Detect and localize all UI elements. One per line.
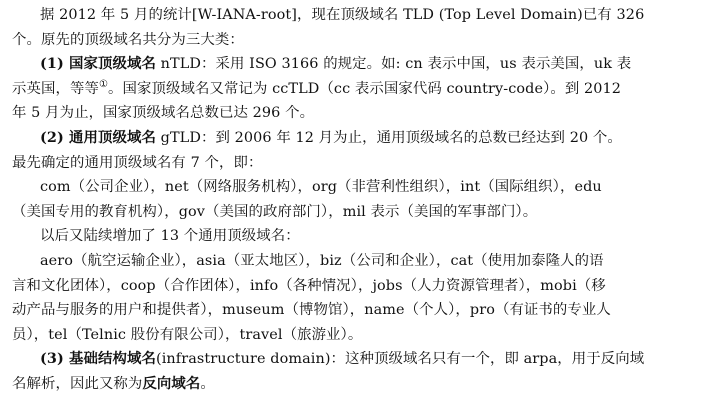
gtld-text-7: 言和文化团体），coop（合作团体），info（各种情况），jobs（人力资源管理者），mobi（移 xyxy=(12,277,606,294)
gtld-term: 通用顶级域名 xyxy=(69,129,156,146)
gtld-line-4 xyxy=(12,200,691,224)
ntld-text-2b: 。国家顶级域名又常记为 ccTLD（cc 表示国家代码 country-code）。到 2012 xyxy=(108,80,622,97)
reverse-domain-term: 反向域名 xyxy=(142,375,201,392)
infra-term: 基础结构域名 xyxy=(69,350,156,368)
gtld-text-4: （美国专用的教育机构），gov（美国的政府部门），mil 表示（美国的军事部门）。 xyxy=(12,203,538,220)
gtld-text-9: 员），tel（Telnic 股份有限公司），travel（旅游业）。 xyxy=(12,326,363,343)
infra-line-1-holder xyxy=(40,350,691,376)
ntld-number: (1) xyxy=(40,55,70,73)
ntld-text-2a: 示英国，等等 xyxy=(12,80,99,97)
gtld-line-6 xyxy=(40,249,691,273)
intro-line-1 xyxy=(40,3,691,27)
infra-text-2a: 名解析，因此又称为 xyxy=(12,376,143,392)
gtld-text-2: 最先确定的通用顶级域名有 7 个，即： xyxy=(12,154,263,171)
infra-text-2b: 。 xyxy=(200,376,215,392)
gtld-line-2 xyxy=(12,151,691,175)
intro-line-2 xyxy=(12,28,691,52)
gtld-line-5 xyxy=(40,224,691,248)
ntld-text-1: nTLD：采用 ISO 3166 的规定。如: cn 表示中国，us 表示美国，uk 表 xyxy=(156,56,632,73)
gtld-line-8 xyxy=(12,298,691,322)
ntld-line-3 xyxy=(12,101,691,125)
gtld-line-1 xyxy=(40,126,691,150)
intro-text-2: 个。原先的顶级域名共分为三大类： xyxy=(12,31,244,48)
ntld-text-3: 年 5 月为止，国家顶级域名总数已达 296 个。 xyxy=(12,105,315,122)
footnote-marker: ① xyxy=(98,79,109,90)
gtld-text-3: com（公司企业），net（网络服务机构），org（非营利性组织），int（国际组织），edu xyxy=(40,179,602,196)
intro-text-1: 据 2012 年 5 月的统计[W-IANA-root]，现在顶级域名 TLD (Top Level Domain)已有 326 xyxy=(40,7,645,23)
infra-text-1: (infrastructure domain)：这种顶级域名只有一个，即 arpa，用于反向域 xyxy=(156,351,645,368)
infra-number: (3) xyxy=(40,350,70,368)
gtld-text-6: aero（航空运输企业），asia（亚太地区），biz（公司和企业），cat（使用加泰隆人的语 xyxy=(40,253,604,269)
gtld-text-5: 以后又陆续增加了 13 个通用顶级域名： xyxy=(40,228,300,245)
ntld-line-2 xyxy=(12,77,691,101)
gtld-line-7 xyxy=(12,274,691,298)
gtld-number: (2) xyxy=(40,129,70,146)
gtld-text-8: 动产品与服务的用户和提供者），museum（博物馆），name（个人），pro（有证书的专业人 xyxy=(12,302,611,319)
ntld-term: 国家顶级域名 xyxy=(69,55,156,73)
ntld-line-1 xyxy=(40,52,691,76)
gtld-line-3 xyxy=(40,175,691,199)
gtld-text-1: gTLD：到 2006 年 12 月为止，通用顶级域名的总数已经达到 20 个。 xyxy=(156,130,622,146)
gtld-line-9 xyxy=(12,323,691,347)
